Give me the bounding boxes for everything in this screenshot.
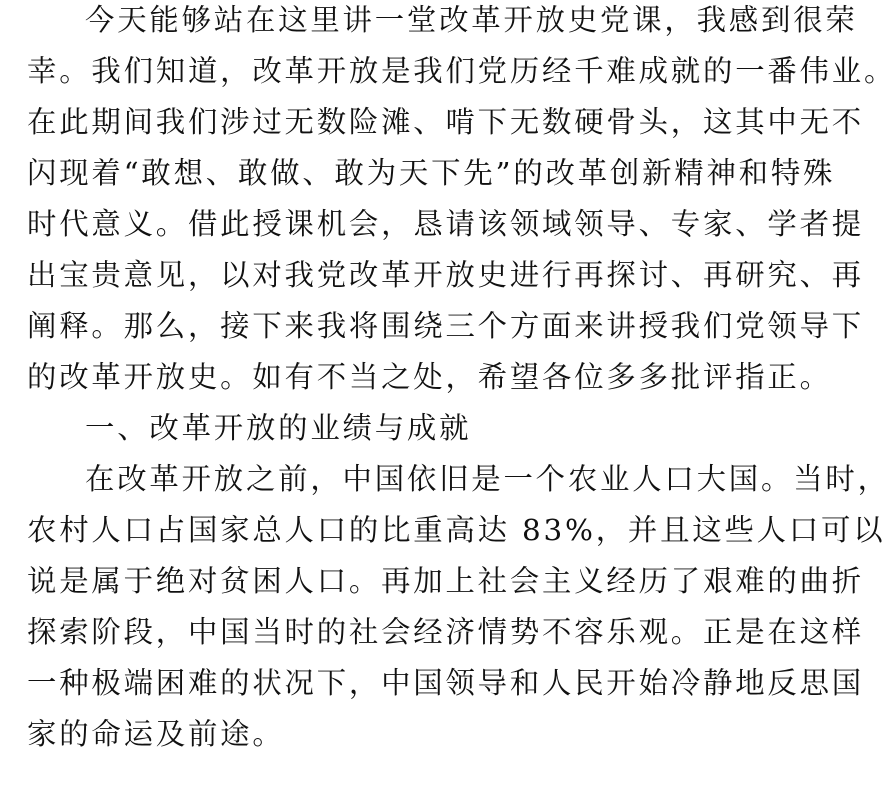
- intro-line-2: 幸。我们知道，改革开放是我们党历经千难成就的一番伟业。: [27, 54, 896, 88]
- intro-line-6: 出宝贵意见，以对我党改革开放史进行再探讨、再研究、再: [27, 258, 864, 292]
- intro-line-3: 在此期间我们涉过无数险滩、啃下无数硬骨头，这其中无不: [27, 105, 864, 139]
- intro-line-1: 今天能够站在这里讲一堂改革开放史党课，我感到很荣: [85, 3, 858, 37]
- intro-line-8: 的改革开放史。如有不当之处，希望各位多多批评指正。: [27, 360, 832, 394]
- section-line-4: 探索阶段，中国当时的社会经济情势不容乐观。正是在这样: [27, 615, 864, 649]
- section-line-6: 家的命运及前途。: [27, 717, 285, 751]
- intro-line-4: 闪现着“敢想、敢做、敢为天下先”的改革创新精神和特殊: [27, 156, 836, 190]
- intro-line-7: 阐释。那么，接下来我将围绕三个方面来讲授我们党领导下: [27, 309, 864, 343]
- section-heading: 一、改革开放的业绩与成就: [85, 411, 472, 445]
- section-line-3: 说是属于绝对贫困人口。再加上社会主义经历了艰难的曲折: [27, 564, 864, 598]
- section-line-1: 在改革开放之前，中国依旧是一个农业人口大国。当时，: [85, 462, 890, 496]
- section-line-5: 一种极端困难的状况下，中国领导和人民开始冷静地反思国: [27, 666, 864, 700]
- intro-line-5: 时代意义。借此授课机会，恳请该领域领导、专家、学者提: [27, 207, 864, 241]
- section-line-2: 农村人口占国家总人口的比重高达 83%，并且这些人口可以: [27, 513, 886, 547]
